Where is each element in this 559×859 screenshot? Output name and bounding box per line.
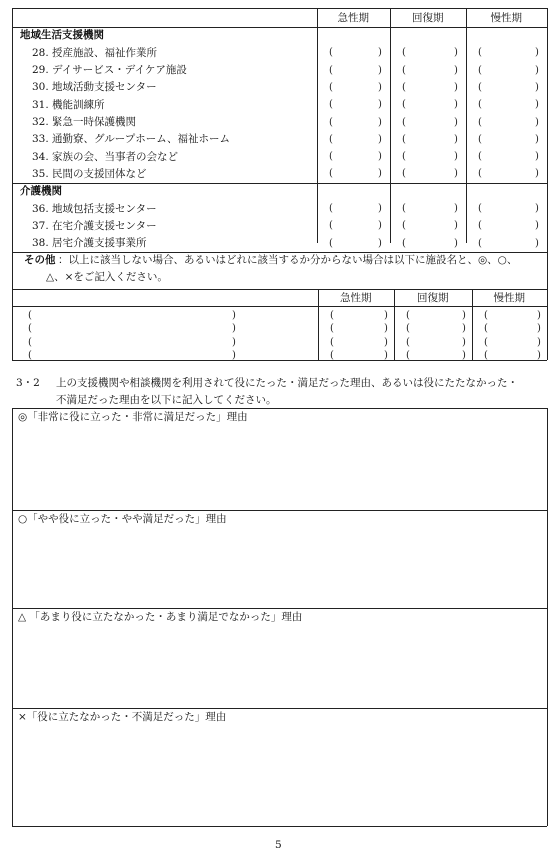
table2-close-paren-2: )	[462, 336, 466, 348]
table2-open-paren-1: (	[330, 336, 334, 348]
table2-rating-input-3[interactable]	[492, 309, 533, 321]
table2-header-bottom-border	[12, 306, 547, 307]
table2-open-paren-1: (	[330, 309, 334, 321]
section-bottom-border	[12, 183, 547, 184]
table2-column-divider-1	[318, 289, 319, 360]
table2-open-paren-3: (	[484, 309, 488, 321]
reason-box-label-1: ◎「非常に役に立った・非常に満足だった」理由	[18, 411, 248, 423]
row-rating-input-1[interactable]	[337, 151, 374, 163]
table2-close-paren-1: )	[384, 309, 388, 321]
table2-open-paren-1: (	[330, 323, 334, 335]
table2-column-header-1: 急性期	[340, 291, 372, 304]
table2-close-paren-2: )	[462, 309, 466, 321]
facility-name-close-paren: )	[232, 309, 236, 321]
table2-open-paren-2: (	[406, 336, 410, 348]
row-rating-input-2[interactable]	[410, 134, 450, 146]
table2-rating-input-2[interactable]	[414, 322, 458, 334]
row-close-paren-2: )	[454, 168, 458, 180]
row-close-paren-3: )	[535, 47, 539, 59]
table2-top-border	[12, 289, 547, 290]
reason-textarea-1[interactable]	[16, 428, 542, 506]
row-open-paren-1: (	[329, 99, 333, 111]
table-left-border	[12, 8, 13, 360]
row-close-paren-3: )	[535, 203, 539, 214]
row-close-paren-3: )	[535, 81, 539, 93]
list-item-label: 37. 在宅介護支援センター	[32, 219, 157, 232]
other-label: その他	[24, 253, 56, 266]
row-rating-input-2[interactable]	[410, 99, 450, 111]
row-open-paren-2: (	[402, 220, 406, 232]
table2-open-paren-3: (	[484, 336, 488, 348]
row-rating-input-2[interactable]	[410, 65, 450, 77]
question-text-line1: 上の支援機関や相談機関を利用されて役にたった・満足だった理由、あるいは役にたたなかった・	[56, 377, 518, 389]
table2-column-header-2: 回復期	[417, 291, 449, 304]
row-open-paren-2: (	[402, 151, 406, 163]
reason-textarea-2[interactable]	[16, 530, 542, 604]
row-close-paren-3: )	[535, 151, 539, 163]
row-close-paren-2: )	[454, 81, 458, 93]
row-open-paren-2: (	[402, 64, 406, 76]
row-rating-input-1[interactable]	[337, 47, 374, 59]
row-open-paren-2: (	[402, 133, 406, 145]
facility-name-close-paren: )	[232, 350, 236, 362]
column-divider-1	[317, 8, 318, 243]
row-rating-input-3[interactable]	[486, 65, 531, 77]
reason-textarea-3[interactable]	[16, 628, 542, 704]
comment-box-divider	[12, 510, 547, 511]
row-open-paren-2: (	[402, 99, 406, 111]
row-close-paren-3: )	[535, 64, 539, 76]
list-item-label: 29. デイサービス・デイケア施設	[32, 64, 187, 77]
row-close-paren-1: )	[378, 220, 382, 232]
section-title: 地域生活支援機関	[20, 29, 104, 41]
row-rating-input-2[interactable]	[410, 82, 450, 94]
column-divider-2	[390, 8, 391, 243]
list-item-label: 32. 緊急一時保護機関	[32, 116, 137, 128]
table2-open-paren-2: (	[406, 309, 410, 321]
row-open-paren-3: (	[478, 168, 482, 180]
row-close-paren-3: )	[535, 220, 539, 232]
row-rating-input-2[interactable]	[410, 220, 450, 232]
column-divider-3	[466, 8, 467, 243]
row-open-paren-1: (	[329, 168, 333, 180]
row-open-paren-1: (	[329, 133, 333, 145]
row-close-paren-2: )	[454, 64, 458, 76]
facility-name-input[interactable]	[36, 349, 226, 361]
row-rating-input-1[interactable]	[337, 203, 374, 215]
row-close-paren-2: )	[454, 99, 458, 111]
row-close-paren-2: )	[454, 47, 458, 59]
facility-name-open-paren: (	[28, 323, 32, 335]
comment-boxes-top-border	[12, 408, 547, 409]
table2-open-paren-1: (	[330, 350, 334, 362]
table-right-border	[547, 8, 548, 360]
comment-boxes-bottom-border	[12, 826, 547, 827]
row-close-paren-1: )	[378, 203, 382, 214]
row-open-paren-1: (	[329, 47, 333, 59]
row-close-paren-3: )	[535, 168, 539, 180]
table2-close-paren-3: )	[537, 323, 541, 335]
facility-name-open-paren: (	[28, 309, 32, 321]
row-rating-input-1[interactable]	[337, 82, 374, 94]
list-item-label: 28. 授産施設、福祉作業所	[32, 46, 158, 59]
row-open-paren-2: (	[402, 47, 406, 59]
row-close-paren-3: )	[535, 237, 539, 249]
list-item-label: 38. 居宅介護支援事業所	[32, 237, 147, 250]
row-open-paren-3: (	[478, 81, 482, 93]
row-open-paren-2: (	[402, 237, 406, 249]
row-rating-input-1[interactable]	[337, 220, 374, 232]
row-close-paren-2: )	[454, 116, 458, 128]
row-rating-input-3[interactable]	[486, 47, 531, 59]
table2-column-divider-2	[394, 289, 395, 360]
row-rating-input-3[interactable]	[486, 134, 531, 146]
row-close-paren-1: )	[378, 64, 382, 76]
row-open-paren-2: (	[402, 168, 406, 180]
table2-open-paren-2: (	[406, 323, 410, 335]
row-rating-input-3[interactable]	[486, 82, 531, 94]
row-close-paren-1: )	[378, 99, 382, 111]
table2-rating-input-2[interactable]	[414, 349, 458, 361]
row-open-paren-3: (	[478, 47, 482, 59]
other-instructions-line1: ：以上に該当しない場合、あるいはどれに該当するか分からない場合は以下に施設名と、◎、○、	[58, 253, 518, 266]
list-item-label: 34. 家族の会、当事者の会など	[32, 150, 179, 163]
row-open-paren-1: (	[329, 237, 333, 249]
row-rating-input-2[interactable]	[410, 168, 450, 180]
table2-close-paren-2: )	[462, 323, 466, 335]
row-open-paren-1: (	[329, 64, 333, 76]
table2-close-paren-2: )	[462, 350, 466, 362]
other-instructions-line2: △、×をご記入ください。	[46, 270, 168, 283]
row-rating-input-1[interactable]	[337, 168, 374, 180]
comment-boxes-right-border	[547, 408, 548, 826]
row-rating-input-1[interactable]	[337, 238, 374, 250]
row-close-paren-1: )	[378, 47, 382, 59]
row-rating-input-1[interactable]	[337, 117, 374, 129]
reason-box-label-4: ×「役に立たなかった・不満足だった」理由	[18, 711, 227, 723]
row-rating-input-3[interactable]	[486, 151, 531, 163]
row-rating-input-3[interactable]	[486, 99, 531, 111]
row-close-paren-2: )	[454, 151, 458, 163]
row-close-paren-1: )	[378, 81, 382, 93]
table2-close-paren-3: )	[537, 350, 541, 362]
column-header-2: 回復期	[412, 12, 444, 24]
list-item-label: 30. 地域活動支援センター	[32, 81, 157, 94]
column-header-3: 慢性期	[490, 12, 522, 24]
table2-rating-input-1[interactable]	[338, 336, 380, 348]
row-close-paren-1: )	[378, 151, 382, 163]
row-close-paren-2: )	[454, 237, 458, 249]
facility-name-close-paren: )	[232, 336, 236, 348]
row-close-paren-1: )	[378, 133, 382, 145]
section-bottom-border	[12, 252, 547, 253]
table2-open-paren-3: (	[484, 323, 488, 335]
row-close-paren-1: )	[378, 116, 382, 128]
row-open-paren-2: (	[402, 116, 406, 128]
row-rating-input-2[interactable]	[410, 47, 450, 59]
row-close-paren-1: )	[378, 168, 382, 180]
row-open-paren-3: (	[478, 133, 482, 145]
table2-rating-input-2[interactable]	[414, 309, 458, 321]
comment-boxes-left-border	[12, 408, 13, 826]
facility-name-input[interactable]	[36, 309, 226, 321]
comment-box-divider	[12, 608, 547, 609]
table2-rating-input-3[interactable]	[492, 336, 533, 348]
row-open-paren-3: (	[478, 220, 482, 232]
row-open-paren-2: (	[402, 81, 406, 93]
table2-open-paren-2: (	[406, 350, 410, 362]
row-open-paren-3: (	[478, 64, 482, 76]
row-rating-input-3[interactable]	[486, 220, 531, 232]
row-close-paren-1: )	[378, 237, 382, 249]
row-rating-input-1[interactable]	[337, 134, 374, 146]
facility-name-input[interactable]	[36, 336, 226, 348]
row-open-paren-3: (	[478, 237, 482, 249]
table2-rating-input-1[interactable]	[338, 322, 380, 334]
row-open-paren-2: (	[402, 203, 406, 214]
row-open-paren-3: (	[478, 99, 482, 111]
facility-name-close-paren: )	[232, 323, 236, 335]
row-rating-input-2[interactable]	[410, 238, 450, 250]
table2-close-paren-3: )	[537, 309, 541, 321]
row-rating-input-2[interactable]	[410, 203, 450, 215]
row-close-paren-3: )	[535, 133, 539, 145]
table2-rating-input-3[interactable]	[492, 322, 533, 334]
row-open-paren-1: (	[329, 151, 333, 163]
table2-close-paren-3: )	[537, 336, 541, 348]
reason-box-label-2: ○「やや役に立った・やや満足だった」理由	[18, 513, 227, 525]
row-rating-input-1[interactable]	[337, 99, 374, 111]
table2-rating-input-3[interactable]	[492, 349, 533, 361]
table2-close-paren-1: )	[384, 323, 388, 335]
row-close-paren-2: )	[454, 203, 458, 214]
row-open-paren-3: (	[478, 203, 482, 214]
row-open-paren-1: (	[329, 81, 333, 93]
table2-rating-input-1[interactable]	[338, 349, 380, 361]
row-open-paren-1: (	[329, 116, 333, 128]
row-close-paren-2: )	[454, 220, 458, 232]
table2-column-header-3: 慢性期	[493, 291, 525, 304]
row-rating-input-1[interactable]	[337, 65, 374, 77]
list-item-label: 36. 地域包括支援センター	[32, 202, 157, 215]
table2-rating-input-1[interactable]	[338, 309, 380, 321]
row-rating-input-3[interactable]	[486, 168, 531, 180]
row-rating-input-3[interactable]	[486, 203, 531, 215]
row-close-paren-3: )	[535, 116, 539, 128]
list-item-label: 31. 機能訓練所	[32, 98, 105, 111]
facility-name-input[interactable]	[36, 322, 226, 334]
row-close-paren-3: )	[535, 99, 539, 111]
column-header-1: 急性期	[337, 12, 369, 24]
row-open-paren-3: (	[478, 151, 482, 163]
row-open-paren-1: (	[329, 203, 333, 214]
reason-textarea-4[interactable]	[16, 728, 542, 822]
comment-box-divider	[12, 708, 547, 709]
list-item-label: 33. 通勤寮、グループホーム、福祉ホーム	[32, 133, 231, 146]
table2-rating-input-2[interactable]	[414, 336, 458, 348]
facility-name-open-paren: (	[28, 336, 32, 348]
row-rating-input-2[interactable]	[410, 151, 450, 163]
table2-open-paren-3: (	[484, 350, 488, 362]
question-number: 3・2	[16, 377, 40, 389]
row-open-paren-1: (	[329, 220, 333, 232]
table2-close-paren-1: )	[384, 336, 388, 348]
reason-box-label-3: △ 「あまり役に立たなかった・あまり満足でなかった」理由	[18, 611, 303, 623]
section-title: 介護機関	[20, 184, 62, 197]
list-item-label: 35. 民間の支援団体など	[32, 167, 147, 180]
table2-close-paren-1: )	[384, 350, 388, 362]
row-rating-input-2[interactable]	[410, 117, 450, 129]
page-number: 5	[275, 839, 282, 851]
row-rating-input-3[interactable]	[486, 238, 531, 250]
table2-column-divider-3	[472, 289, 473, 360]
row-close-paren-2: )	[454, 133, 458, 145]
facility-name-open-paren: (	[28, 350, 32, 362]
row-open-paren-3: (	[478, 116, 482, 128]
question-text-line2: 不満足だった理由を以下に記入してください。	[56, 394, 277, 406]
row-rating-input-3[interactable]	[486, 117, 531, 129]
